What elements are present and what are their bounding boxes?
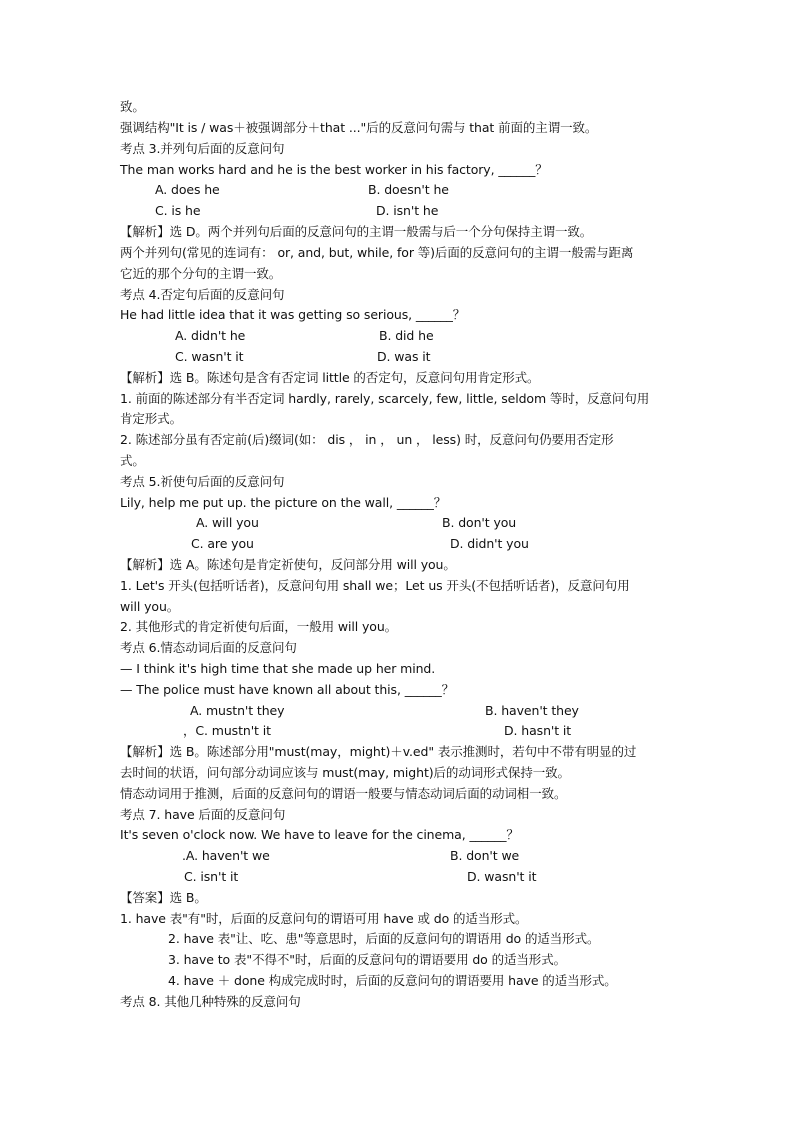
option-c: C. isn't it [184, 869, 239, 884]
question-text: It's seven o'clock now. We have to leave for the cinema, ______？ [120, 827, 519, 842]
analysis-text: 【解析】选 A。陈述句是肯定祈使句，反问部分用 will you。 [120, 557, 456, 572]
analysis-text: 【解析】选 B。陈述句是含有否定词 little 的否定句，反意问句用肯定形式。 [120, 370, 540, 385]
analysis-text: 【解析】选 D。两个并列句后面的反意问句的主谓一般需与后一个分句保持主谓一致。 [120, 224, 593, 239]
option-c: C. is he [155, 203, 201, 218]
option-c: C. wasn't it [175, 349, 244, 364]
option-b: B. doesn't he [368, 182, 449, 197]
text-line: 4. have ＋ done 构成完成时时，后面的反意问句的谓语要用 have 的适当形式。 [168, 973, 617, 988]
option-d: D. isn't he [376, 203, 439, 218]
dialogue-line: — I think it's high time that she made up her mind. [120, 661, 436, 676]
question-text: Lily, help me put up. the picture on the wall, ______？ [120, 495, 447, 510]
section-heading: 考点 7. have 后面的反意问句 [120, 807, 286, 822]
option-a: A. mustn't they [190, 703, 285, 718]
text-line: 2. 其他形式的肯定祈使句后面，一般用 will you。 [120, 619, 398, 634]
text-line: 两个并列句(常见的连词有： or, and, but, while, for 等)后面的反意问句的主谓一般需与距离 [120, 245, 634, 260]
option-a: A. will you [196, 515, 259, 530]
option-d: D. wasn't it [467, 869, 537, 884]
text-line: 2. 陈述部分虽有否定前(后)缀词(如： dis ， in ， un ， less) 时，反意问句仍要用否定形 [120, 432, 614, 447]
text-line: 去时间的状语，问句部分动词应该与 must(may, might)后的动词形式保持一致。 [120, 765, 570, 780]
text-line: 3. have to 表"不得不"时，后面的反意问句的谓语要用 do 的适当形式。 [168, 952, 566, 967]
section-heading: 考点 6.情态动词后面的反意问句 [120, 640, 297, 655]
section-heading: 考点 5.祈使句后面的反意问句 [120, 474, 285, 489]
option-b: B. haven't they [485, 703, 579, 718]
option-d: D. was it [377, 349, 431, 364]
text-line: 1. 前面的陈述部分有半否定词 hardly, rarely, scarcely, few, little, seldom 等时，反意问句用 [120, 391, 650, 406]
question-text: The man works hard and he is the best worker in his factory, ______？ [120, 162, 548, 177]
option-a: .A. haven't we [182, 848, 270, 863]
text-line: 致。 [120, 99, 145, 114]
option-b: B. don't you [442, 515, 517, 530]
text-line: 1. have 表"有"时，后面的反意问句的谓语可用 have 或 do 的适当形式。 [120, 911, 528, 926]
text-line: 它近的那个分句的主谓一致。 [120, 266, 282, 281]
text-line: 强调结构"It is / was＋被强调部分＋that ..."后的反意问句需与 that 前面的主谓一致。 [120, 120, 598, 135]
option-c: ，C. mustn't it [183, 723, 271, 738]
text-line: will you。 [120, 599, 180, 614]
section-heading: 考点 8. 其他几种特殊的反意问句 [120, 994, 301, 1009]
option-d: D. hasn't it [504, 723, 572, 738]
option-c: C. are you [191, 536, 254, 551]
text-line: 情态动词用于推测，后面的反意问句的谓语一般要与情态动词后面的动词相一致。 [120, 786, 567, 801]
analysis-text: 【解析】选 B。陈述部分用"must(may，might)＋v.ed" 表示推测时，若句中不带有明显的过 [120, 744, 637, 759]
question-text: He had little idea that it was getting so serious, ______？ [120, 307, 466, 322]
text-line: 2. have 表"让、吃、患"等意思时，后面的反意问句的谓语用 do 的适当形式。 [168, 931, 600, 946]
question-text: — The police must have known all about this, ______？ [120, 682, 454, 697]
text-line: 式。 [120, 453, 145, 468]
option-a: A. didn't he [175, 328, 246, 343]
option-a: A. does he [155, 182, 220, 197]
option-b: B. don't we [450, 848, 520, 863]
option-d: D. didn't you [450, 536, 529, 551]
section-heading: 考点 4.否定句后面的反意问句 [120, 287, 285, 302]
section-heading: 考点 3.并列句后面的反意问句 [120, 141, 285, 156]
answer-text: 【答案】选 B。 [120, 890, 207, 905]
option-b: B. did he [379, 328, 434, 343]
text-line: 1. Let's 开头(包括听话者)，反意问句用 shall we；Let us 开头(不包括听话者)，反意问句用 [120, 578, 630, 593]
text-line: 肯定形式。 [120, 411, 183, 426]
